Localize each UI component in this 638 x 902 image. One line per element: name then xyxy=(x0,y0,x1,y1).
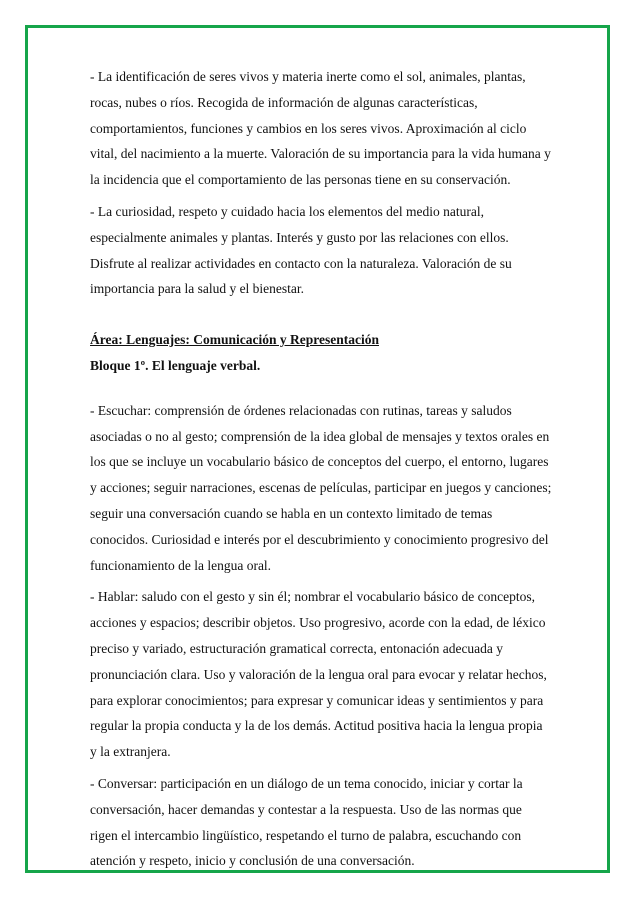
spacer xyxy=(90,308,552,327)
spacer xyxy=(90,379,552,398)
paragraph-conversar: - Conversar: participación en un diálogo de un tema conocido, iniciar y cortar la conversación, hacer demandas y contestar a la respuesta. Uso de las normas que rigen el intercambio lingüístico, respetando el turno de palabra, escuchando con atención y respeto, inicio y conclusión de una conversación. xyxy=(90,775,523,869)
paragraph-seres-vivos: - La identificación de seres vivos y materia inerte como el sol, animales, plantas, rocas, nubes o ríos. Recogida de información de algunas características, comportamientos, funciones y cambios en los seres vivos. Aproximación al ciclo vital, del nacimiento a la muerte. Valoración de su importancia para la vida humana y la incidencia que el comportamiento de las personas tiene en su conservación. xyxy=(90,69,551,188)
document-body xyxy=(90,64,552,880)
paragraph-escuchar: - Escuchar: comprensión de órdenes relacionadas con rutinas, tareas y saludos asociadas o no al gesto; comprensión de la idea global de mensajes y textos orales en los que se incluye un vocabulario básico de conceptos del cuerpo, el entorno, lugares y acciones; seguir narraciones, escenas de películas, participar en juegos y canciones; seguir una conversación cuando se habla en un contexto limitado de temas conocidos. Curiosidad e interés por el descubrimiento y conocimiento progresivo del funcionamiento de la lengua oral. xyxy=(90,402,552,573)
block-title: Bloque 1º. El lenguaje verbal. xyxy=(90,357,261,373)
area-title: Área: Lenguajes: Comunicación y Representación xyxy=(90,332,379,348)
paragraph-hablar: - Hablar: saludo con el gesto y sin él; nombrar el vocabulario básico de conceptos, acciones y espacios; describir objetos. Uso progresivo, acorde con la edad, de léxico preciso y variado, estructuración gramatical correcta, entonación adecuada y pronunciación clara. Uso y valoración de la lengua oral para evocar y relatar hechos, para explorar conocimientos; para expresar y comunicar ideas y sentimientos y para regular la propia conducta y la de los demás. Actitud positiva hacia la lengua propia y la extranjera. xyxy=(90,589,547,760)
paragraph-curiosidad: - La curiosidad, respeto y cuidado hacia los elementos del medio natural, especialmente animales y plantas. Interés y gusto por las relaciones con ellos. Disfrute al realizar actividades en contacto con la naturaleza. Valoración de su importancia para la salud y el bienestar. xyxy=(90,203,512,297)
